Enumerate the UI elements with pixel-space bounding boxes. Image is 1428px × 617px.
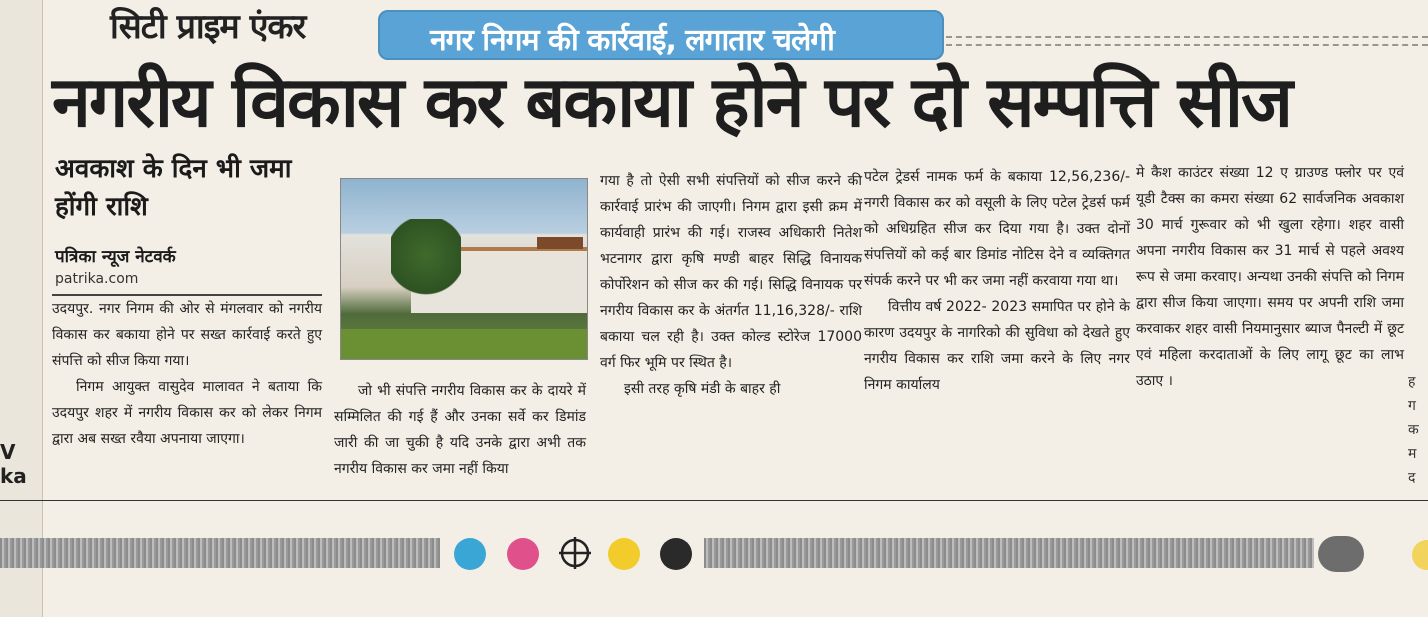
paragraph: उदयपुर. नगर निगम की ओर से मंगलवार को नगरीय विकास कर बकाया होने पर सख्त कार्रवाई करते हुए संपत्ति को सीज किया गया। bbox=[52, 301, 322, 369]
banner-text: नगर निगम की कार्रवाई, लगातार चलेगी bbox=[430, 23, 834, 58]
fragment-line: द bbox=[1408, 470, 1416, 486]
section-kicker: सिटी प्राइम एंकर bbox=[110, 7, 306, 47]
article-column-3 bbox=[600, 168, 862, 402]
crosshair-registration-icon bbox=[558, 536, 592, 570]
paragraph: पटेल ट्रेडर्स नामक फर्म के बकाया 12,56,236/- नगरी विकास कर को वसूली के लिए पटेल ट्रेडर्स फर्म को अधिग्रहित सीज कर दिया गया है। उक्त दोनों संपत्तियों को कई बार डिमांड नोटिस देने व व्यक्तिगत संपर्क करने पर भी कर जमा नहीं करवाया गया था। bbox=[864, 169, 1130, 289]
page-bottom-rule bbox=[0, 500, 1428, 501]
paragraph: गया है तो ऐसी सभी संपत्तियों को सीज करने की कार्रवाई प्रारंभ की जाएगी। निगम द्वारा इसी क्रम में कार्यवाही प्रारंभ की गई। राजस्व अधिकारी नितेश भटनागर द्वारा कृषि मण्डी बाहर सिद्धि विनायक कोर्पोरेशन को सीज कर की गई। सिद्धि विनायक पर नगरीय विकास कर के अंतर्गत 11,16,328/- राशि बकाया चल रही है। उक्त कोल्ड स्टोरेज 17000 वर्ग फिर भूमि पर स्थित है। bbox=[600, 173, 862, 371]
article-column-2 bbox=[334, 378, 586, 482]
print-test-strip-right bbox=[704, 538, 1314, 568]
byline-name: पत्रिका न्यूज नेटवर्क bbox=[55, 247, 176, 267]
article-photo bbox=[340, 178, 588, 360]
paragraph: मे कैश काउंटर संख्या 12 ए ग्राउण्ड फ्लोर पर एवं यूडी टैक्स का कमरा संख्या 62 सार्वजनिक अवकाश 30 मार्च गुरूवार को भी खुला रहेगा। शहर वासी अपना नगरीय विकास कर 31 मार्च से पहले अवश्य रूप से जमा करवाए। अन्यथा उनकी संपत्ति को निगम द्वारा सीज किया जाएगा। समय पर अपनी राशि जमा करवाकर शहर वासी नियमानुसार ब्याज पैनल्टी में छूट एवं महिला करदाताओं के लिए लागू छूट का लाभ उठाए । bbox=[1136, 165, 1404, 389]
fragment-line: ह bbox=[1408, 374, 1416, 390]
byline-url: patrika.com bbox=[55, 271, 139, 287]
print-test-strip-left bbox=[0, 538, 440, 568]
photo-tree bbox=[391, 219, 461, 309]
yellow-registration-dot bbox=[608, 538, 640, 570]
photo-lawn bbox=[341, 329, 587, 359]
article-column-1 bbox=[52, 296, 322, 452]
adjacent-column-fragment-right bbox=[1408, 370, 1428, 490]
fragment-line: ग bbox=[1408, 398, 1416, 414]
grey-registration-mark bbox=[1318, 536, 1364, 572]
yellow-registration-mark-partial bbox=[1412, 540, 1428, 570]
fragment-line: क bbox=[1408, 422, 1419, 438]
fragment-line: म bbox=[1408, 446, 1417, 462]
paragraph: जो भी संपत्ति नगरीय विकास कर के दायरे में सम्मिलित की गई हैं और उनका सर्वे कर डिमांड जारी की जा चुकी है यदि उनके द्वारा अभी तक नगरीय विकास कर जमा नहीं किया bbox=[334, 383, 586, 477]
article-column-5 bbox=[1136, 160, 1404, 394]
subheadline: अवकाश के दिन भी जमा होंगी राशि bbox=[55, 154, 292, 222]
adjacent-column-fragment bbox=[0, 440, 34, 500]
adjacent-page-edge bbox=[0, 0, 43, 617]
paragraph: निगम आयुक्त वासुदेव मालावत ने बताया कि उदयपुर शहर में नगरीय विकास कर को लेकर निगम द्वारा अब सख्त रवैया अपनाया जाएगा। bbox=[52, 379, 322, 447]
paragraph: वित्तीय वर्ष 2022- 2023 समापित पर होने के कारण उदयपुर के नागरिको की सुविधा को देखते हुए नगरीय विकास कर राशि जमा करने के लिए नगर निगम कार्यालय bbox=[864, 299, 1130, 393]
headline: नगरीय विकास कर बकाया होने पर दो सम्पत्ति सीज bbox=[52, 61, 1291, 143]
cyan-registration-dot bbox=[454, 538, 486, 570]
photo-signboard bbox=[537, 237, 583, 249]
magenta-registration-dot bbox=[507, 538, 539, 570]
paragraph: इसी तरह कृषि मंडी के बाहर ही bbox=[624, 381, 781, 397]
article-column-4 bbox=[864, 164, 1130, 398]
fragment-line: ka bbox=[0, 464, 27, 488]
black-registration-dot bbox=[660, 538, 692, 570]
fragment-line: V bbox=[0, 440, 16, 464]
banner-rule bbox=[946, 36, 1428, 46]
